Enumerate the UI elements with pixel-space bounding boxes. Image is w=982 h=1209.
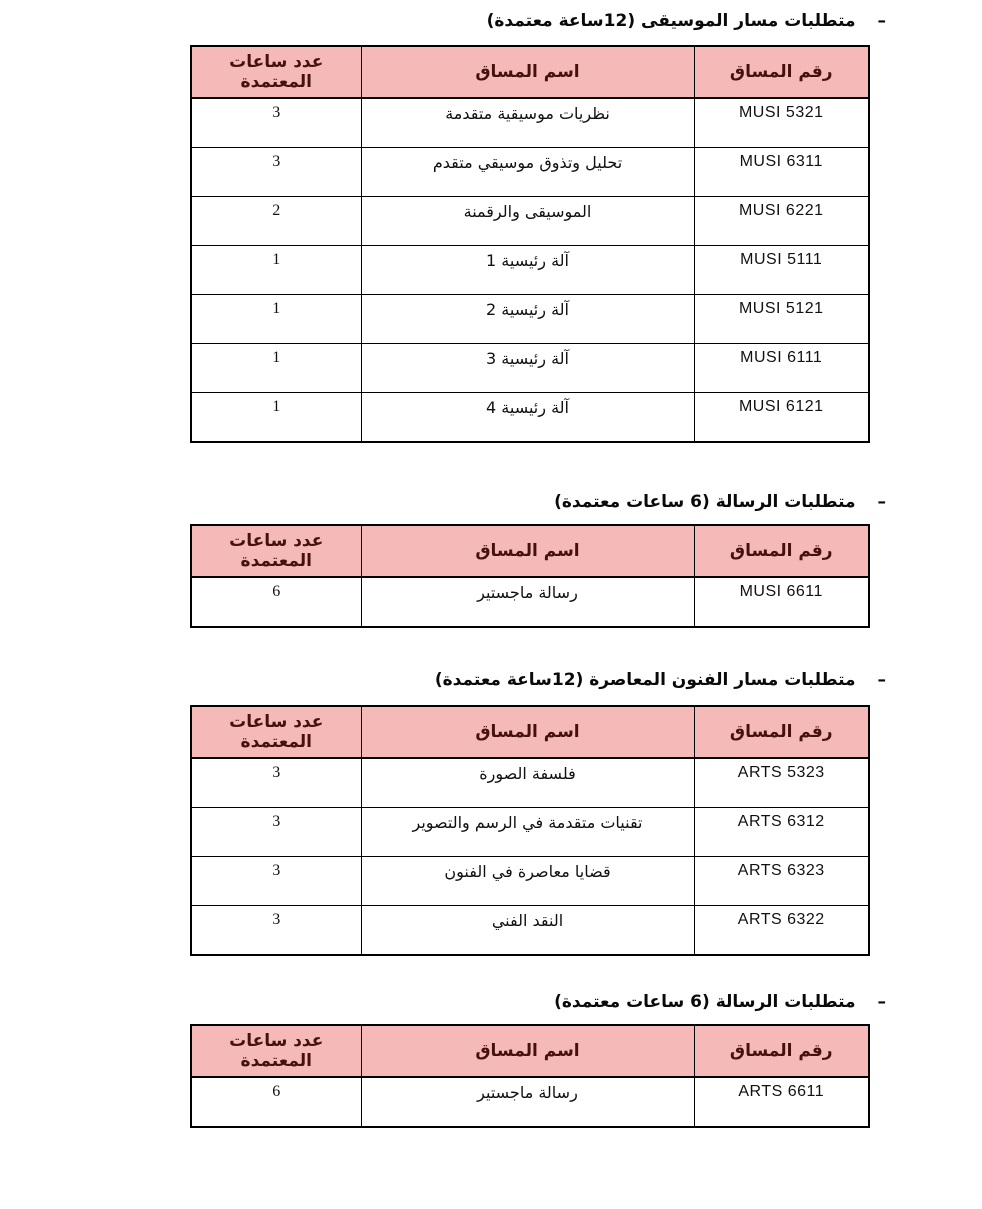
header-credit-hours-label: عدد ساعات المعتمدة: [229, 531, 324, 571]
course-number-cell: ARTS 5323: [694, 758, 869, 808]
document-body: [0, 9, 982, 1128]
header-course-number-label: رقم المساق: [729, 541, 833, 561]
course-name-cell: آلة رئيسية 3: [361, 344, 694, 393]
table-body: [191, 1077, 869, 1127]
header-credit-hours: [191, 706, 361, 758]
credit-hours-cell: 1: [191, 295, 361, 344]
section-title: [0, 668, 886, 692]
requirements-section: [0, 668, 982, 956]
dash-bullet-icon: –: [877, 11, 886, 31]
requirements-section: [0, 490, 982, 628]
header-course-number-label: رقم المساق: [729, 722, 833, 742]
course-number-cell: MUSI 5121: [694, 295, 869, 344]
header-credit-hours: [191, 46, 361, 98]
course-name-cell: فلسفة الصورة: [361, 758, 694, 808]
course-name-cell: تحليل وتذوق موسيقي متقدم: [361, 148, 694, 197]
credit-hours-cell: 6: [191, 577, 361, 627]
section-title-text: متطلبات الرسالة (6 ساعات معتمدة): [554, 492, 856, 512]
credit-hours-cell: 3: [191, 906, 361, 956]
header-course-name-label: اسم المساق: [475, 62, 580, 82]
table-header-row: [191, 1025, 869, 1077]
course-table: [190, 705, 870, 956]
course-row: [191, 758, 869, 808]
course-name-cell: رسالة ماجستير: [361, 577, 694, 627]
course-number-cell: MUSI 5321: [694, 98, 869, 148]
course-number-cell: ARTS 6312: [694, 808, 869, 857]
course-row: [191, 857, 869, 906]
credit-hours-cell: 3: [191, 857, 361, 906]
course-name-cell: قضايا معاصرة في الفنون: [361, 857, 694, 906]
course-name-cell: رسالة ماجستير: [361, 1077, 694, 1127]
header-course-name: [361, 525, 694, 577]
header-credit-hours-label: عدد ساعات المعتمدة: [229, 1031, 324, 1071]
credit-hours-cell: 3: [191, 808, 361, 857]
header-course-number: [694, 46, 869, 98]
document-page: [0, 9, 982, 1209]
section-title-text: متطلبات الرسالة (6 ساعات معتمدة): [554, 992, 856, 1012]
course-row: [191, 1077, 869, 1127]
course-number-cell: MUSI 5111: [694, 246, 869, 295]
header-course-number: [694, 525, 869, 577]
dash-bullet-icon: –: [877, 492, 886, 512]
credit-hours-cell: 1: [191, 393, 361, 443]
course-number-cell: ARTS 6322: [694, 906, 869, 956]
header-course-number: [694, 1025, 869, 1077]
credit-hours-cell: 3: [191, 758, 361, 808]
header-course-name-label: اسم المساق: [475, 722, 580, 742]
course-name-cell: آلة رئيسية 4: [361, 393, 694, 443]
header-course-name-label: اسم المساق: [475, 541, 580, 561]
section-title: [0, 990, 886, 1014]
credit-hours-cell: 6: [191, 1077, 361, 1127]
course-number-cell: MUSI 6111: [694, 344, 869, 393]
course-row: [191, 393, 869, 443]
course-name-cell: آلة رئيسية 2: [361, 295, 694, 344]
course-row: [191, 197, 869, 246]
course-row: [191, 246, 869, 295]
course-table: [190, 524, 870, 628]
course-number-cell: MUSI 6121: [694, 393, 869, 443]
course-table: [190, 1024, 870, 1128]
table-header-row: [191, 706, 869, 758]
course-row: [191, 344, 869, 393]
header-credit-hours-label: عدد ساعات المعتمدة: [229, 52, 324, 92]
requirements-section: [0, 990, 982, 1128]
credit-hours-cell: 3: [191, 98, 361, 148]
course-number-cell: MUSI 6611: [694, 577, 869, 627]
table-body: [191, 577, 869, 627]
dash-bullet-icon: –: [877, 992, 886, 1012]
course-number-cell: ARTS 6323: [694, 857, 869, 906]
header-course-number-label: رقم المساق: [729, 62, 833, 82]
header-credit-hours: [191, 1025, 361, 1077]
course-name-cell: الموسيقى والرقمنة: [361, 197, 694, 246]
course-row: [191, 577, 869, 627]
header-course-name-label: اسم المساق: [475, 1041, 580, 1061]
section-title: [0, 490, 886, 514]
credit-hours-cell: 2: [191, 197, 361, 246]
header-credit-hours-label: عدد ساعات المعتمدة: [229, 712, 324, 752]
credit-hours-cell: 3: [191, 148, 361, 197]
header-course-number: [694, 706, 869, 758]
table-header-row: [191, 46, 869, 98]
header-course-number-label: رقم المساق: [729, 1041, 833, 1061]
credit-hours-cell: 1: [191, 344, 361, 393]
table-body: [191, 758, 869, 955]
section-title-text: متطلبات مسار الفنون المعاصرة (12ساعة معتمدة): [434, 670, 856, 690]
course-name-cell: آلة رئيسية 1: [361, 246, 694, 295]
table-body: [191, 98, 869, 442]
course-name-cell: تقنيات متقدمة في الرسم والتصوير: [361, 808, 694, 857]
header-course-name: [361, 46, 694, 98]
course-row: [191, 808, 869, 857]
course-row: [191, 98, 869, 148]
section-title: [0, 9, 886, 33]
section-title-text: متطلبات مسار الموسيقى (12ساعة معتمدة): [486, 11, 856, 31]
course-name-cell: النقد الفني: [361, 906, 694, 956]
course-number-cell: MUSI 6311: [694, 148, 869, 197]
course-number-cell: MUSI 6221: [694, 197, 869, 246]
course-number-cell: ARTS 6611: [694, 1077, 869, 1127]
header-course-name: [361, 1025, 694, 1077]
credit-hours-cell: 1: [191, 246, 361, 295]
course-name-cell: نظريات موسيقية متقدمة: [361, 98, 694, 148]
course-row: [191, 148, 869, 197]
course-row: [191, 906, 869, 956]
table-header-row: [191, 525, 869, 577]
header-credit-hours: [191, 525, 361, 577]
dash-bullet-icon: –: [877, 670, 886, 690]
requirements-section: [0, 9, 982, 443]
course-row: [191, 295, 869, 344]
course-table: [190, 45, 870, 443]
header-course-name: [361, 706, 694, 758]
